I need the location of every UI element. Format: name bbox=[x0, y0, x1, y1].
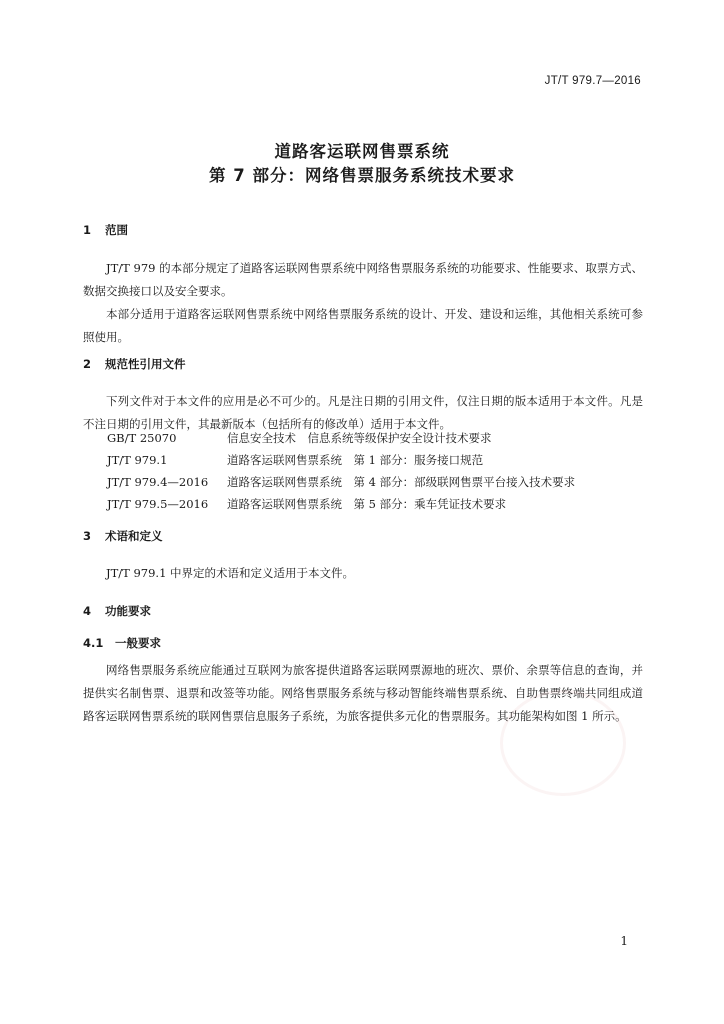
reference-code: GB/T 25070 bbox=[107, 431, 177, 445]
normative-reference bbox=[107, 427, 492, 449]
subsection-4-1-heading bbox=[83, 635, 161, 651]
section-2-heading bbox=[83, 356, 186, 372]
section-1-paragraph-1: JT/T 979 的本部分规定了道路客运联网售票系统中网络售票服务系统的功能要求、性能要求、取票方式、数据交换接口以及安全要求。 bbox=[83, 261, 643, 298]
normative-reference bbox=[107, 449, 483, 471]
reference-title: 信息安全技术 信息系统等级保护安全设计技术要求 bbox=[227, 431, 492, 445]
section-title: 范围 bbox=[105, 223, 128, 237]
reference-title: 道路客运联网售票系统 第 4 部分：部级联网售票平台接入技术要求 bbox=[227, 475, 576, 489]
section-1-paragraph-2: 本部分适用于道路客运联网售票系统中网络售票服务系统的设计、开发、建设和运维，其他相关系统可参照使用。 bbox=[83, 307, 643, 344]
reference-title: 道路客运联网售票系统 第 5 部分：乘车凭证技术要求 bbox=[227, 497, 507, 511]
reference-code: JT/T 979.4—2016 bbox=[107, 475, 209, 489]
page-number: 1 bbox=[620, 934, 628, 948]
section-1-heading bbox=[83, 222, 128, 238]
section-number: 3 bbox=[83, 529, 92, 543]
document-title-line1: 道路客运联网售票系统 bbox=[274, 142, 450, 161]
section-4-heading bbox=[83, 603, 151, 619]
section-3-heading bbox=[83, 528, 163, 544]
section-3-paragraph-1: JT/T 979.1 中界定的术语和定义适用于本文件。 bbox=[106, 566, 355, 580]
normative-reference bbox=[107, 471, 575, 493]
section-title: 功能要求 bbox=[105, 604, 151, 618]
section-number: 1 bbox=[83, 223, 92, 237]
standard-code: JT/T 979.7—2016 bbox=[544, 75, 641, 87]
section-4-1-paragraph-1: 网络售票服务系统应能通过互联网为旅客提供道路客运联网票源地的班次、票价、余票等信息的查询，并提供实名制售票、退票和改签等功能。网络售票服务系统与移动智能终端售票系统、自助售票终端共同组成道路客运联网售票系统的联网售票信息服务子系统，为旅客提供多元化的售票服务。其功能架构如图 1 所示。 bbox=[83, 663, 643, 723]
section-title: 规范性引用文件 bbox=[105, 357, 186, 371]
section-2-paragraph-1: 下列文件对于本文件的应用是必不可少的。凡是注日期的引用文件，仅注日期的版本适用于本文件。凡是不注日期的引用文件，其最新版本（包括所有的修改单）适用于本文件。 bbox=[83, 394, 643, 431]
normative-reference bbox=[107, 493, 506, 515]
reference-code: JT/T 979.1 bbox=[107, 453, 168, 467]
document-title-line2: 第 7 部分：网络售票服务系统技术要求 bbox=[209, 166, 515, 185]
reference-title: 道路客运联网售票系统 第 1 部分：服务接口规范 bbox=[227, 453, 484, 467]
subsection-number: 4.1 bbox=[83, 636, 104, 650]
section-title: 术语和定义 bbox=[105, 529, 163, 543]
reference-code: JT/T 979.5—2016 bbox=[107, 497, 209, 511]
watermark-seal bbox=[500, 690, 626, 796]
subsection-title: 一般要求 bbox=[115, 636, 161, 650]
section-number: 2 bbox=[83, 357, 92, 371]
section-number: 4 bbox=[83, 604, 92, 618]
